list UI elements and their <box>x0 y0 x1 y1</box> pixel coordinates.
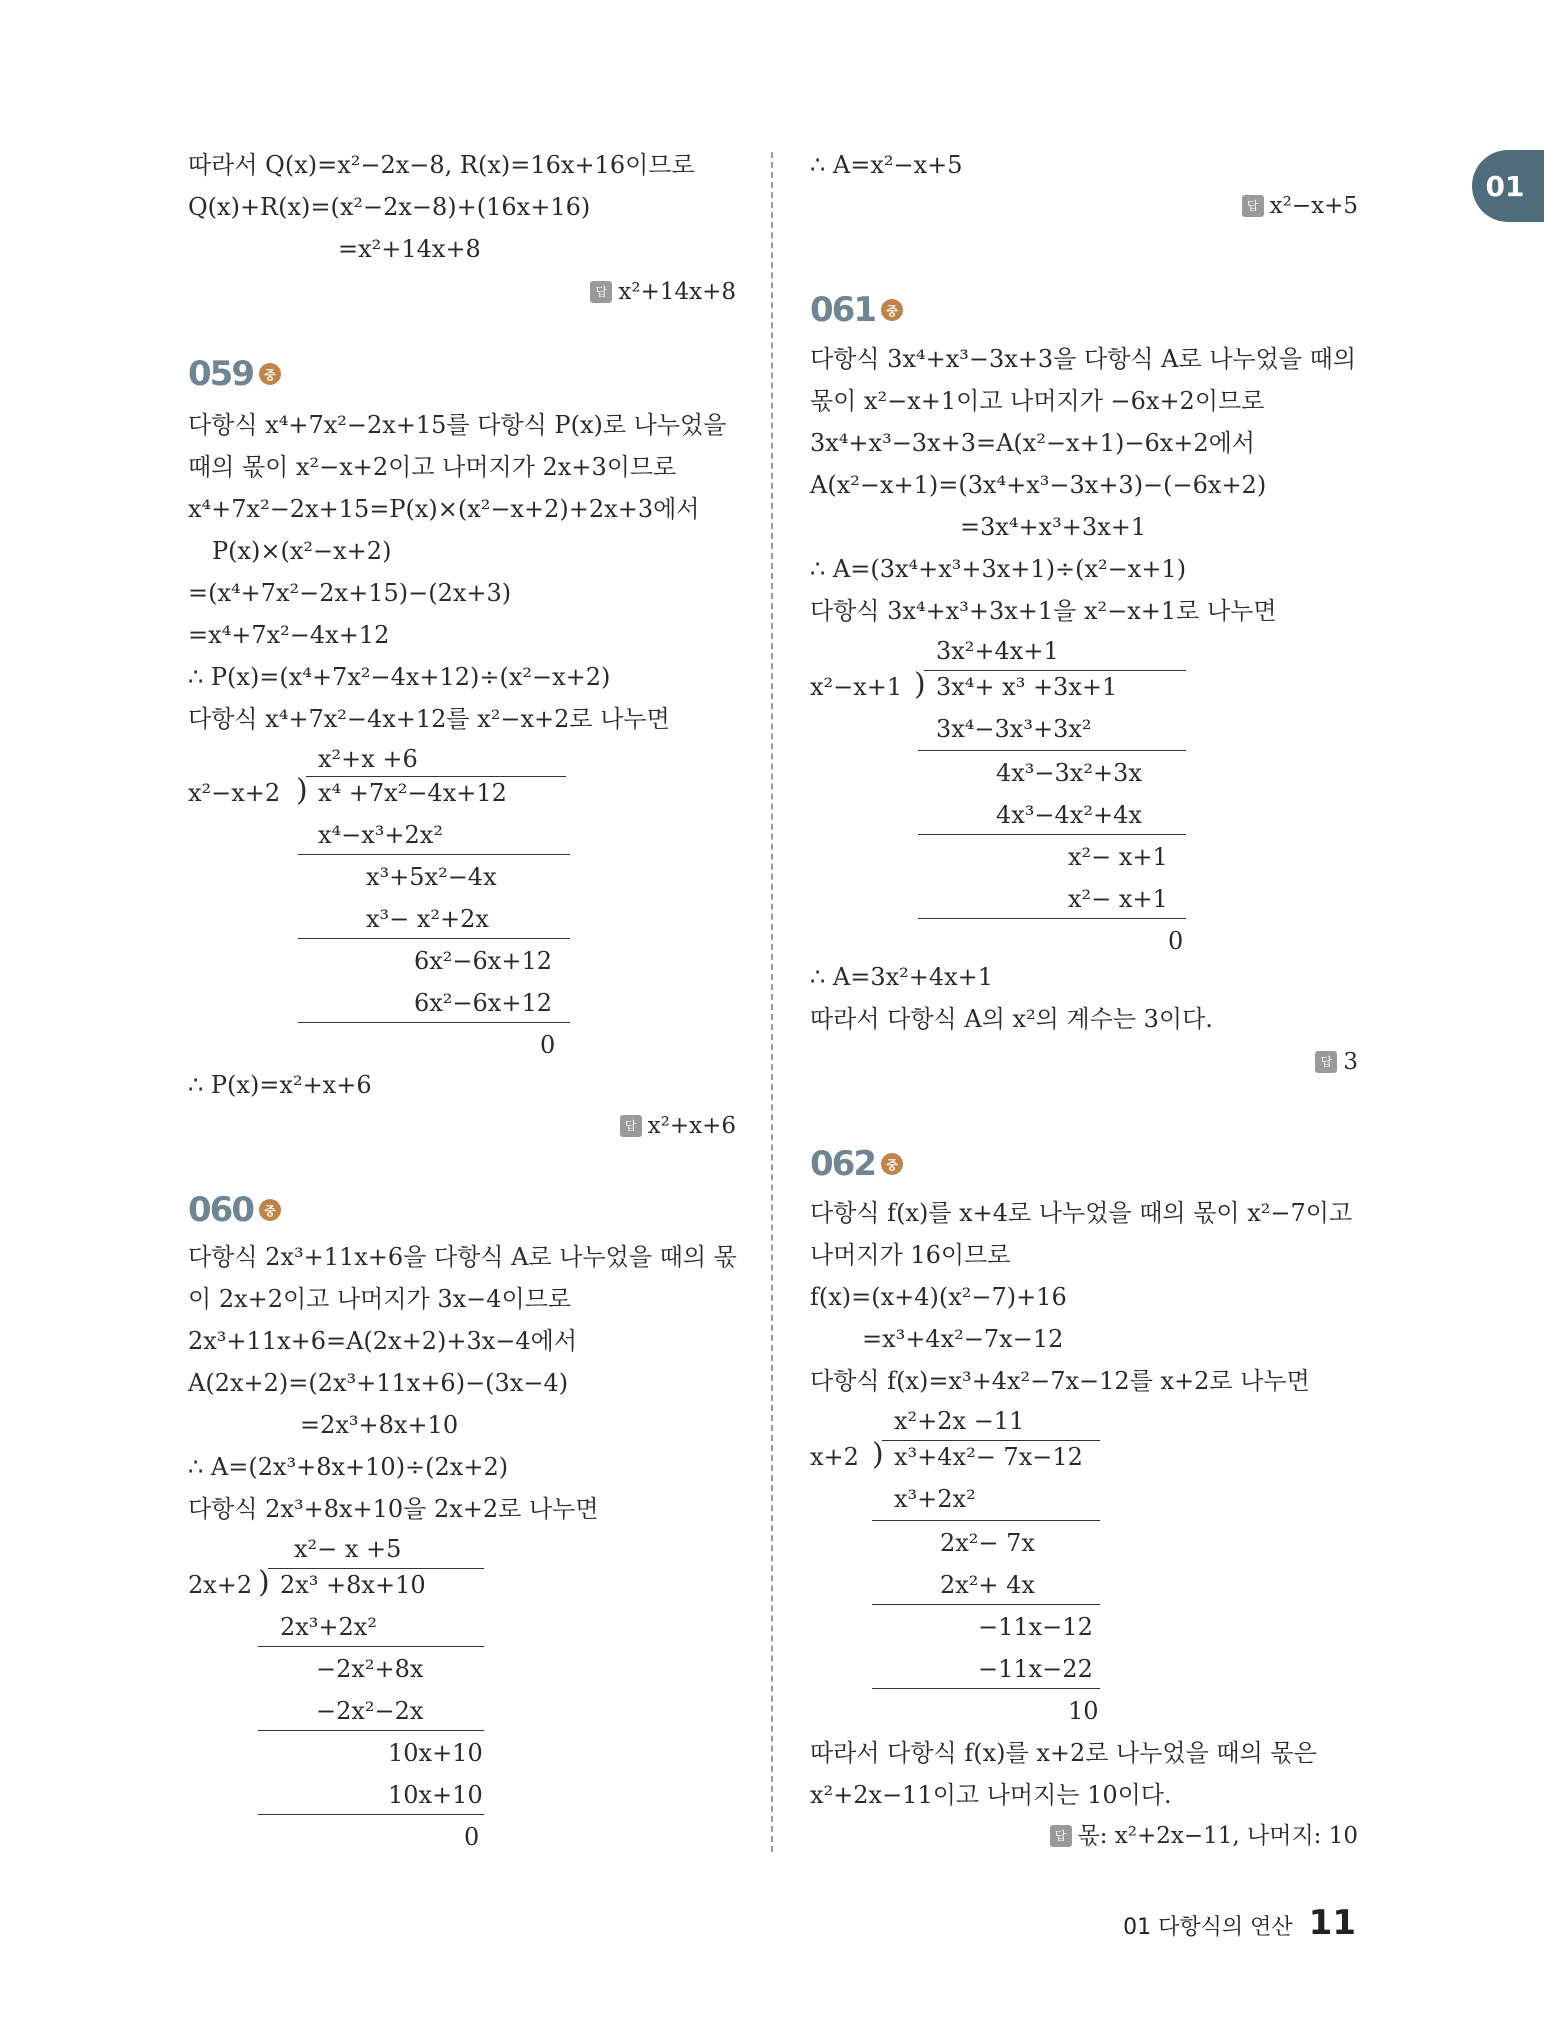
conclusion-line: 따라서 다항식 A의 x²의 계수는 3이다. <box>810 1005 1213 1033</box>
chapter-tab: 01 <box>1472 150 1544 222</box>
division-remainder: 10 <box>1068 1697 1099 1725</box>
intro-line: Q(x)+R(x)=(x²−2x−8)+(16x+16) <box>188 193 591 221</box>
level-badge-icon: 중 <box>259 363 281 385</box>
solution-line: 다항식 f(x)=x³+4x²−7x−12를 x+2로 나누면 <box>810 1367 1310 1395</box>
answer-061 <box>1315 1046 1358 1078</box>
division-line <box>872 1520 1100 1521</box>
division-line <box>918 918 1186 919</box>
solution-line: ∴ A=(2x³+8x+10)÷(2x+2) <box>188 1453 509 1481</box>
answer-value: x²−x+5 <box>1269 193 1358 219</box>
page-footer <box>1123 1903 1356 1943</box>
solution-line: =3x⁴+x³+3x+1 <box>960 513 1147 541</box>
division-step: −2x²+8x <box>316 1655 424 1683</box>
division-remainder: 0 <box>464 1823 480 1851</box>
page-number: 11 <box>1308 1903 1356 1943</box>
solution-line: ∴ A=x²−x+5 <box>810 151 963 179</box>
division-divisor: x²−x+2 <box>188 779 281 807</box>
solution-line: A(2x+2)=(2x³+11x+6)−(3x−4) <box>188 1369 569 1397</box>
problem-number: 062 <box>810 1144 875 1184</box>
division-line <box>918 834 1186 835</box>
solution-line: =(x⁴+7x²−2x+15)−(2x+3) <box>188 579 512 607</box>
conclusion-line: x²+2x−11이고 나머지는 10이다. <box>810 1781 1172 1809</box>
division-line <box>298 1022 570 1023</box>
division-line <box>258 1646 484 1647</box>
solution-line: 몫이 x²−x+1이고 나머지가 −6x+2이므로 <box>810 387 1265 415</box>
solution-line: 3x⁴+x³−3x+3=A(x²−x+1)−6x+2에서 <box>810 429 1255 457</box>
answer-062 <box>1050 1820 1359 1852</box>
problem-number: 060 <box>188 1190 253 1230</box>
division-step: 2x³+2x² <box>280 1613 377 1641</box>
division-step: −11x−12 <box>978 1613 1093 1641</box>
solution-line: 때의 몫이 x²−x+2이고 나머지가 2x+3이므로 <box>188 453 677 481</box>
level-badge-icon: 중 <box>881 299 903 321</box>
solution-line: f(x)=(x+4)(x²−7)+16 <box>810 1283 1067 1311</box>
answer-059 <box>620 1110 736 1142</box>
solution-line: 다항식 2x³+11x+6을 다항식 A로 나누었을 때의 몫 <box>188 1243 737 1271</box>
solution-line: ∴ A=(3x⁴+x³+3x+1)÷(x²−x+1) <box>810 555 1187 583</box>
division-line <box>298 938 570 939</box>
division-divisor: x+2 <box>810 1443 859 1471</box>
solution-line: =x³+4x²−7x−12 <box>862 1325 1064 1353</box>
answer-box-icon: 답 <box>620 1115 642 1137</box>
division-bracket-icon: ) <box>296 773 308 808</box>
answer-value: x²+x+6 <box>647 1113 736 1139</box>
solution-line: =x⁴+7x²−4x+12 <box>188 621 390 649</box>
solution-line: 이 2x+2이고 나머지가 3x−4이므로 <box>188 1285 572 1313</box>
footer-chapter-title: 01 다항식의 연산 <box>1123 1915 1293 1940</box>
problem-header-059 <box>188 354 281 394</box>
division-dividend: x³+4x²− 7x−12 <box>894 1443 1083 1471</box>
division-dividend: 2x³ +8x+10 <box>280 1571 426 1599</box>
division-step: 2x²− 7x <box>940 1529 1035 1557</box>
division-step: 2x²+ 4x <box>940 1571 1035 1599</box>
conclusion-line: ∴ P(x)=x²+x+6 <box>188 1071 372 1099</box>
division-step: −11x−22 <box>978 1655 1093 1683</box>
level-badge-icon: 중 <box>881 1153 903 1175</box>
division-remainder: 0 <box>540 1031 556 1059</box>
division-bracket-icon: ) <box>258 1565 270 1600</box>
answer-box-icon: 답 <box>1242 195 1264 217</box>
division-line <box>872 1604 1100 1605</box>
division-line <box>872 1688 1100 1689</box>
solution-line: 2x³+11x+6=A(2x+2)+3x−4에서 <box>188 1327 578 1355</box>
solution-line: 다항식 2x³+8x+10을 2x+2로 나누면 <box>188 1495 599 1523</box>
division-step: 6x²−6x+12 <box>414 947 552 975</box>
answer-value: 3 <box>1343 1049 1358 1075</box>
problem-header-062 <box>810 1144 903 1184</box>
division-quotient: x²+2x −11 <box>894 1407 1025 1435</box>
problem-number: 059 <box>188 354 253 394</box>
division-dividend: 3x⁴+ x³ +3x+1 <box>936 673 1118 701</box>
division-step: 3x⁴−3x³+3x² <box>936 715 1092 743</box>
division-step: 10x+10 <box>388 1739 483 1767</box>
division-line <box>298 854 570 855</box>
problem-header-061 <box>810 290 903 330</box>
division-step: x³− x²+2x <box>366 905 489 933</box>
intro-line: 따라서 Q(x)=x²−2x−8, R(x)=16x+16이므로 <box>188 151 695 179</box>
division-step: 6x²−6x+12 <box>414 989 552 1017</box>
division-divisor: 2x+2 <box>188 1571 253 1599</box>
division-step: 4x³−4x²+4x <box>996 801 1142 829</box>
division-step: 4x³−3x²+3x <box>996 759 1142 787</box>
division-step: x³+5x²−4x <box>366 863 497 891</box>
solution-line: 다항식 3x⁴+x³+3x+1을 x²−x+1로 나누면 <box>810 597 1277 625</box>
division-dividend: x⁴ +7x²−4x+12 <box>318 779 507 807</box>
answer-box-icon: 답 <box>1315 1051 1337 1073</box>
division-remainder: 0 <box>1168 927 1184 955</box>
solution-line: 다항식 x⁴+7x²−4x+12를 x²−x+2로 나누면 <box>188 705 670 733</box>
division-quotient: x²− x +5 <box>294 1535 402 1563</box>
division-divisor: x²−x+1 <box>810 673 903 701</box>
solution-line: A(x²−x+1)=(3x⁴+x³−3x+3)−(−6x+2) <box>810 471 1267 499</box>
division-step: 10x+10 <box>388 1781 483 1809</box>
division-quotient: 3x²+4x+1 <box>936 637 1059 665</box>
solution-line: 다항식 f(x)를 x+4로 나누었을 때의 몫이 x²−7이고 <box>810 1199 1353 1227</box>
solution-line: P(x)×(x²−x+2) <box>212 537 392 565</box>
division-quotient: x²+x +6 <box>318 745 418 773</box>
answer-box-icon: 답 <box>1050 1825 1072 1847</box>
solution-line: 다항식 x⁴+7x²−2x+15를 다항식 P(x)로 나누었을 <box>188 411 727 439</box>
division-step: −2x²−2x <box>316 1697 424 1725</box>
solution-line: 다항식 3x⁴+x³−3x+3을 다항식 A로 나누었을 때의 <box>810 345 1357 373</box>
division-line <box>918 750 1186 751</box>
answer-box-icon: 답 <box>590 281 612 303</box>
division-bracket-icon: ) <box>914 667 926 702</box>
column-divider <box>771 152 773 1852</box>
solution-line: x⁴+7x²−2x+15=P(x)×(x²−x+2)+2x+3에서 <box>188 495 700 523</box>
intro-line: =x²+14x+8 <box>338 235 481 263</box>
division-line <box>258 1814 484 1815</box>
conclusion-line: 따라서 다항식 f(x)를 x+2로 나누었을 때의 몫은 <box>810 1739 1317 1767</box>
level-badge-icon: 중 <box>259 1199 281 1221</box>
problem-number: 061 <box>810 290 875 330</box>
solution-line: ∴ P(x)=(x⁴+7x²−4x+12)÷(x²−x+2) <box>188 663 611 691</box>
answer-value: x²+14x+8 <box>618 279 736 305</box>
division-step: x²− x+1 <box>1068 885 1168 913</box>
solution-line: =2x³+8x+10 <box>300 1411 459 1439</box>
division-step: x²− x+1 <box>1068 843 1168 871</box>
conclusion-line: ∴ A=3x²+4x+1 <box>810 963 994 991</box>
division-step: x⁴−x³+2x² <box>318 821 443 849</box>
division-step: x³+2x² <box>894 1485 976 1513</box>
division-line <box>258 1730 484 1731</box>
answer-value: 몫: x²+2x−11, 나머지: 10 <box>1077 1823 1358 1849</box>
answer-060 <box>1242 190 1358 222</box>
solution-line: 나머지가 16이므로 <box>810 1241 1011 1269</box>
intro-answer <box>590 276 736 308</box>
division-bracket-icon: ) <box>872 1437 884 1472</box>
problem-header-060 <box>188 1190 281 1230</box>
